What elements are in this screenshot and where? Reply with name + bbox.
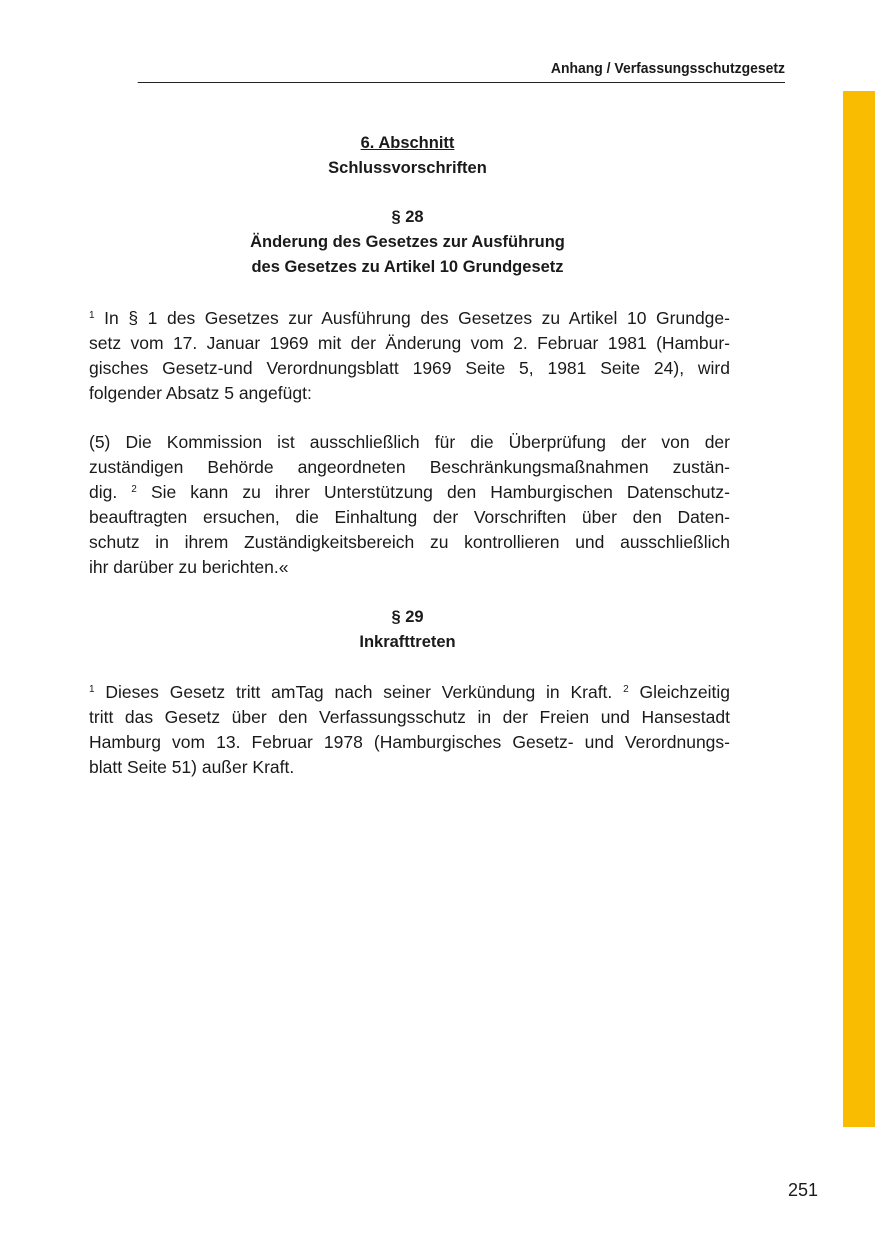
body-line: $^1$ In § 1 des Gesetzes zur Ausführung des Gesetzes zu Artikel 10 Grundge- [89, 308, 730, 328]
paragraph-28-quoted-amendment [89, 430, 730, 580]
body-line: ihr darüber zu berichten.« [89, 557, 289, 577]
paragraph-29-body [89, 680, 730, 780]
sentence-marker: 2 [131, 484, 137, 495]
paragraph-28-title-line-1: Änderung des Gesetzes zur Ausführung [250, 233, 565, 251]
running-header [138, 60, 785, 83]
paragraph-28-title-line-2: des Gesetzes zu Artikel 10 Grundgesetz [251, 258, 564, 276]
body-line: $^1$ Dieses Gesetz tritt amTag nach seiner Verkündung in Kraft. $^2$ Gleichzeitig [89, 682, 730, 702]
body-line: (5) Die Kommission ist ausschließlich für die Überprüfung der von der [89, 432, 730, 452]
body-line: beauftragten ersuchen, die Einhaltung der Vorschriften über den Daten- [89, 507, 730, 527]
body-line: folgender Absatz 5 angefügt: [89, 383, 312, 403]
page-number: 251 [787, 1180, 818, 1200]
body-line: setz vom 17. Januar 1969 mit der Änderung vom 2. Februar 1981 (Hambur- [89, 333, 730, 353]
body-line: dig. $^2$ Sie kann zu ihrer Unterstützung den Hamburgischen Datenschutz- [89, 482, 730, 502]
body-line: blatt Seite 51) außer Kraft. [89, 757, 295, 777]
body-line: zuständigen Behörde angeordneten Beschränkungsmaßnahmen zustän- [89, 457, 730, 477]
sentence-marker: 1 [89, 310, 95, 321]
body-line: tritt das Gesetz über den Verfassungsschutz in der Freien und Hansestadt [89, 707, 730, 727]
section-number: 6. Abschnitt [360, 134, 455, 152]
chapter-tab-marker [843, 91, 875, 1127]
sentence-marker: 1 [89, 684, 95, 695]
paragraph-28-number: § 28 [391, 208, 424, 226]
sentence-marker: 2 [623, 684, 629, 695]
paragraph-29-number: § 29 [391, 608, 424, 626]
body-line: Hamburg vom 13. Februar 1978 (Hamburgisches Gesetz- und Verordnungs- [89, 732, 730, 752]
section-title: Schlussvorschriften [328, 159, 487, 177]
paragraph-28-body [89, 306, 730, 406]
running-header-title: Anhang / Verfassungsschutzgesetz [550, 60, 785, 77]
body-line: gisches Gesetz-und Verordnungsblatt 1969 Seite 5, 1981 Seite 24), wird [89, 358, 730, 378]
section-heading [89, 131, 726, 181]
paragraph-29-title: Inkrafttreten [359, 633, 456, 651]
body-line: schutz in ihrem Zuständigkeitsbereich zu kontrollieren und ausschließlich [89, 532, 730, 552]
paragraph-28-heading [89, 205, 726, 280]
paragraph-29-heading [89, 605, 726, 655]
